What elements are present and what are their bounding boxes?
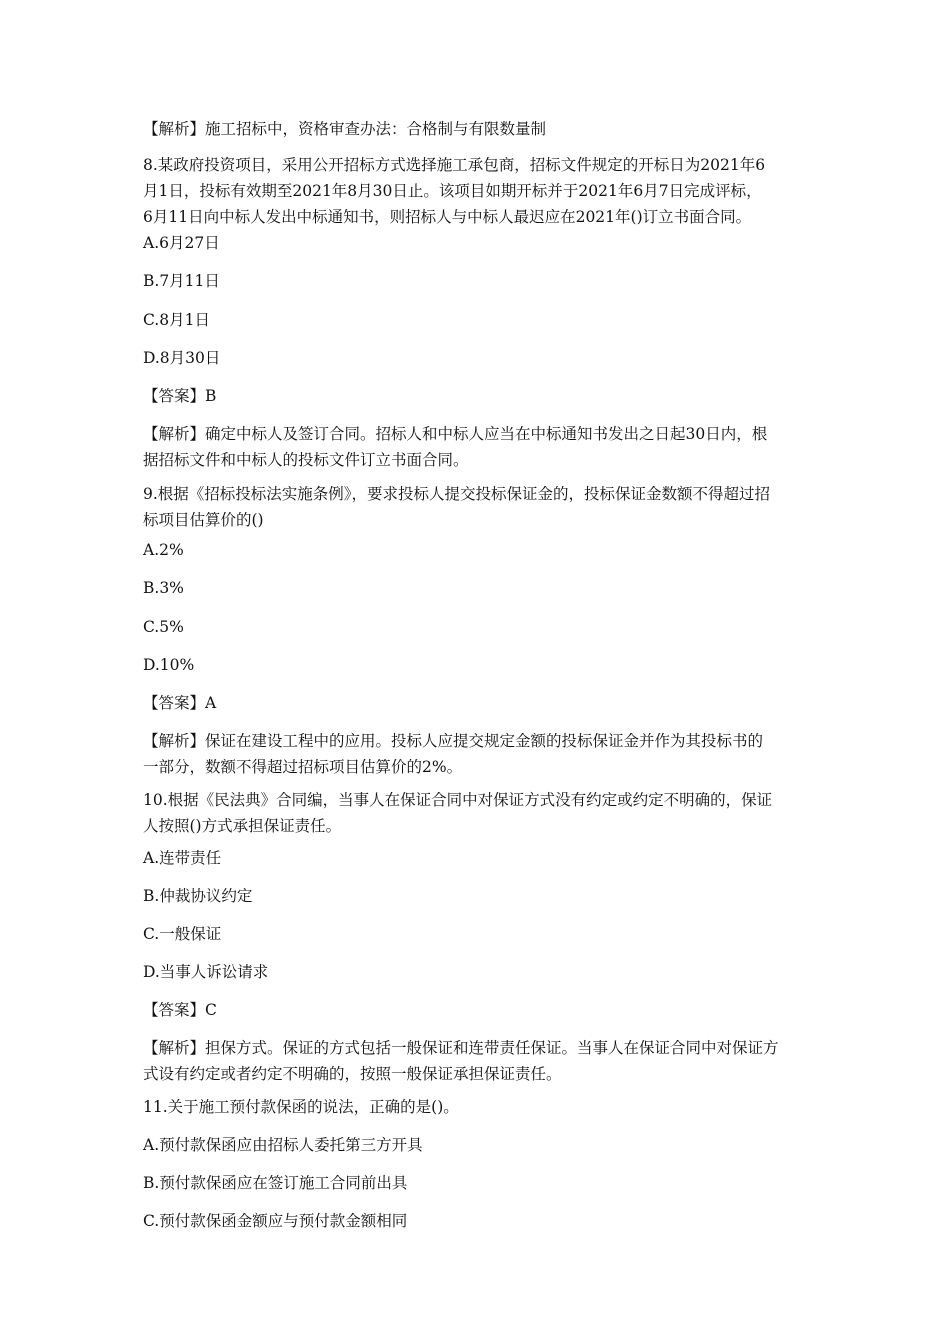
option-block — [143, 345, 813, 371]
option-text-line: D.当事人诉讼请求 — [143, 963, 269, 981]
option-block — [143, 959, 813, 985]
answer-text-line: 【答案】A — [143, 694, 217, 712]
analysis-text-line: 据招标文件和中标人的投标文件订立书面合同。 — [143, 451, 469, 469]
question-text-line: 人按照()方式承担保证责任。 — [143, 817, 342, 835]
question-text-line: 8.某政府投资项目，采用公开招标方式选择施工承包商，招标文件规定的开标日为2021年6 — [143, 156, 766, 174]
analysis-text-line: 【解析】确定中标人及签订合同。招标人和中标人应当在中标通知书发出之日起30日内，根 — [143, 425, 768, 443]
option-text-line: B.预付款保函应在签订施工合同前出具 — [143, 1174, 408, 1192]
analysis-text-line: 【解析】担保方式。保证的方式包括一般保证和连带责任保证。当事人在保证合同中对保证方 — [143, 1039, 779, 1057]
answer-block — [143, 690, 813, 716]
option-text-line: B.7月11日 — [143, 272, 220, 290]
answer-block — [143, 383, 813, 409]
question-text-line: 月1日，投标有效期至2021年8月30日止。该项目如期开标并于2021年6月7日完成评标， — [143, 182, 762, 200]
option-block — [143, 614, 813, 640]
analysis-block — [143, 1035, 813, 1087]
option-text-line: C.预付款保函金额应与预付款金额相同 — [143, 1212, 408, 1230]
option-block — [143, 845, 813, 871]
analysis-text-line: 一部分，数额不得超过招标项目估算价的2%。 — [143, 758, 463, 776]
option-block — [143, 652, 813, 678]
option-text-line: A.连带责任 — [143, 849, 222, 867]
question-text-line: 6月11日向中标人发出中标通知书，则招标人与中标人最迟应在2021年()订立书面合同。 — [143, 208, 752, 226]
option-text-line: A.预付款保函应由招标人委托第三方开具 — [143, 1136, 423, 1154]
option-text-line: B.3% — [143, 579, 184, 597]
option-text-line: D.10% — [143, 656, 195, 674]
option-text-line: C.5% — [143, 618, 184, 636]
option-text-line: A.6月27日 — [143, 234, 220, 252]
option-text-line: C.8月1日 — [143, 311, 210, 329]
answer-text-line: 【答案】C — [143, 1001, 217, 1019]
question-text-line: 9.根据《招标投标法实施条例》，要求投标人提交投标保证金的，投标保证金数额不得超过招 — [143, 485, 771, 503]
analysis-block — [143, 116, 813, 142]
option-text-line: B.仲裁协议约定 — [143, 887, 253, 905]
question-text-line: 10.根据《民法典》合同编，当事人在保证合同中对保证方式没有约定或约定不明确的，保证 — [143, 791, 773, 809]
option-block — [143, 537, 813, 563]
analysis-block — [143, 421, 813, 473]
question-text-line: 标项目估算价的() — [143, 511, 264, 529]
question-block — [143, 152, 813, 230]
question-block — [143, 481, 813, 533]
question-block — [143, 787, 813, 839]
option-block — [143, 883, 813, 909]
option-block — [143, 1132, 813, 1158]
option-block — [143, 1208, 813, 1234]
option-block — [143, 1170, 813, 1196]
option-block — [143, 575, 813, 601]
option-block — [143, 921, 813, 947]
analysis-text-line: 【解析】保证在建设工程中的应用。投标人应提交规定金额的投标保证金并作为其投标书的 — [143, 732, 764, 750]
option-block — [143, 307, 813, 333]
question-text-line: 11.关于施工预付款保函的说法，正确的是()。 — [143, 1098, 459, 1116]
option-text-line: A.2% — [143, 541, 184, 559]
analysis-text-line: 【解析】施工招标中，资格审查办法：合格制与有限数量制 — [143, 120, 547, 138]
option-block — [143, 268, 813, 294]
option-text-line: D.8月30日 — [143, 349, 221, 367]
analysis-text-line: 式设有约定或者约定不明确的，按照一般保证承担保证责任。 — [143, 1065, 562, 1083]
option-block — [143, 230, 813, 256]
answer-block — [143, 997, 813, 1023]
question-block — [143, 1094, 813, 1120]
analysis-block — [143, 728, 813, 780]
answer-text-line: 【答案】B — [143, 387, 217, 405]
option-text-line: C.一般保证 — [143, 925, 222, 943]
